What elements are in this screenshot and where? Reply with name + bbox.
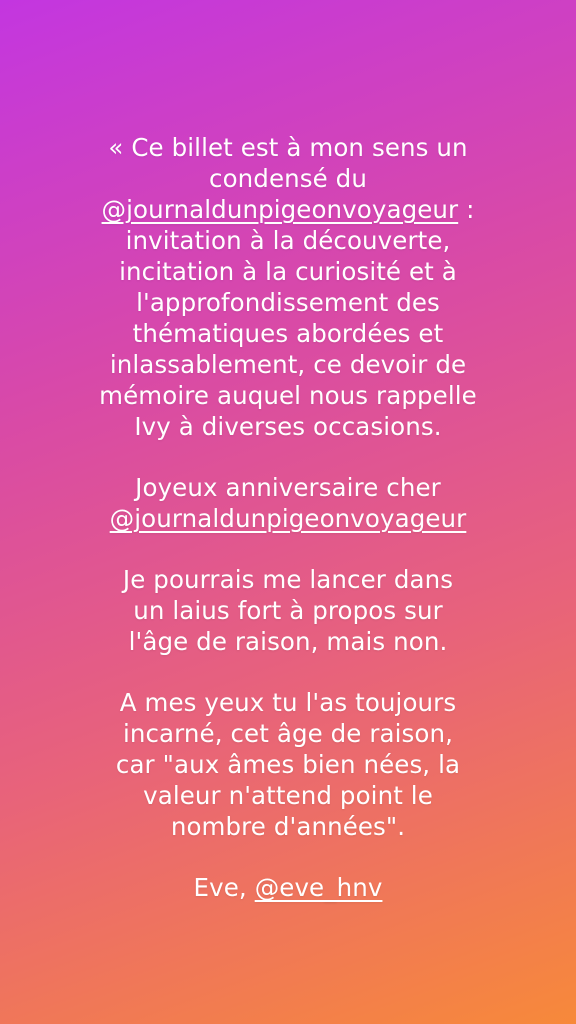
paragraph-signature xyxy=(56,872,520,903)
text-line: mémoire auquel nous rappelle xyxy=(99,381,477,410)
story-text-block xyxy=(0,132,576,933)
mention-eve-hnv[interactable]: @eve_hnv xyxy=(254,873,383,902)
text-line: Joyeux anniversaire cher xyxy=(135,473,441,502)
paragraph-age-de-raison xyxy=(56,564,520,657)
text-line: inlassablement, ce devoir de xyxy=(109,350,467,379)
text-line: car "aux âmes bien nées, la xyxy=(115,750,461,779)
text-line: Ivy à diverses occasions. xyxy=(134,412,442,441)
text-line: valeur n'attend point le xyxy=(143,781,433,810)
text-line: l'approfondissement des xyxy=(136,288,440,317)
text-line: invitation à la découverte, xyxy=(125,226,451,255)
text-fragment: : xyxy=(458,195,475,224)
text-line xyxy=(56,503,520,534)
paragraph-birthday xyxy=(56,472,520,534)
text-line: l'âge de raison, mais non. xyxy=(128,627,448,656)
text-line xyxy=(56,194,520,225)
signature-name: Eve, xyxy=(193,873,255,902)
text-line: condensé du xyxy=(209,164,367,193)
mention-journaldunpigeonvoyageur[interactable]: @journaldunpigeonvoyageur xyxy=(109,504,467,533)
paragraph-quote xyxy=(56,132,520,442)
text-line: incarné, cet âge de raison, xyxy=(122,719,454,748)
text-line: incitation à la curiosité et à xyxy=(119,257,457,286)
text-line: A mes yeux tu l'as toujours xyxy=(119,688,457,717)
text-line: nombre d'années". xyxy=(170,812,406,841)
mention-journaldunpigeonvoyageur[interactable]: @journaldunpigeonvoyageur xyxy=(101,195,459,224)
text-line xyxy=(56,872,520,903)
text-line: un laius fort à propos sur xyxy=(133,596,443,625)
paragraph-citation xyxy=(56,687,520,842)
text-line: Je pourrais me lancer dans xyxy=(122,565,454,594)
text-line: « Ce billet est à mon sens un xyxy=(108,133,468,162)
text-line: thématiques abordées et xyxy=(132,319,444,348)
